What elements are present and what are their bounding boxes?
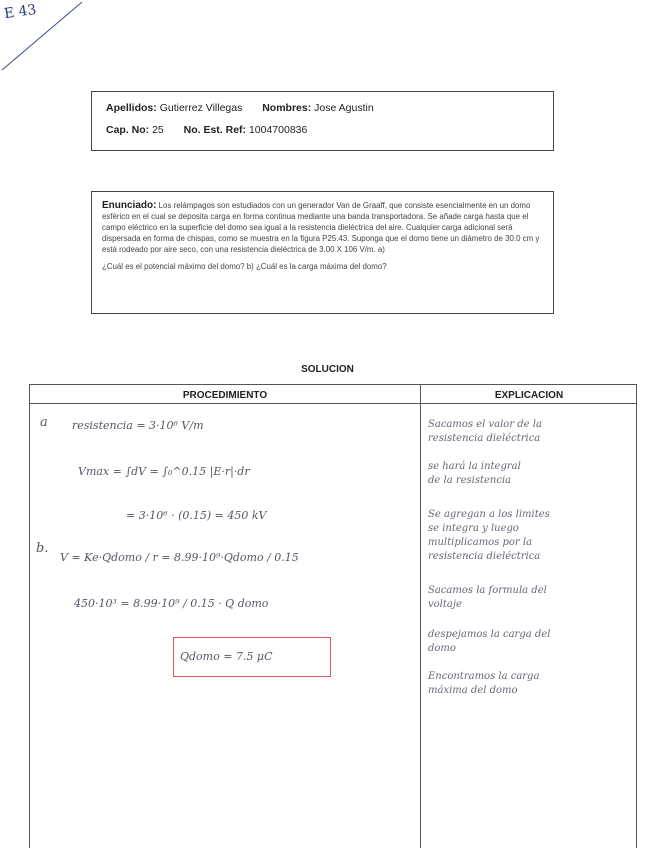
part-b-label: b.	[36, 541, 49, 556]
nombres-value: Jose Agustin	[314, 102, 374, 114]
procedure-line: V = Ke·Qdomo / r = 8.99·10⁹·Qdomo / 0.15	[60, 551, 299, 564]
apellidos-label: Apellidos:	[106, 102, 157, 114]
cap-value: 25	[152, 124, 164, 136]
explanation-line: resistencia dieléctrica	[428, 551, 541, 562]
explanation-line: despejamos la carga del	[428, 629, 551, 640]
est-label: No. Est. Ref:	[183, 124, 247, 136]
solution-table	[29, 384, 637, 848]
student-info-box	[91, 91, 554, 151]
ref-row	[106, 124, 539, 136]
name-row	[106, 102, 539, 114]
procedure-line: = 3·10⁶ · (0.15) = 450 kV	[126, 509, 267, 522]
explicacion-header: EXPLICACION	[494, 390, 564, 401]
explanation-line: domo	[428, 643, 456, 654]
part-a-label: a	[40, 415, 48, 430]
explanation-line: se integra y luego	[428, 523, 519, 534]
solucion-title: SOLUCION	[301, 364, 354, 375]
nombres-label: Nombres:	[262, 102, 312, 114]
explanation-line: máxima del domo	[428, 685, 518, 696]
apellidos-value: Gutierrez Villegas	[159, 102, 243, 114]
header-divider	[30, 403, 636, 404]
explanation-line: Sacamos el valor de la	[428, 419, 542, 430]
column-divider	[420, 385, 421, 848]
explanation-line: multiplicamos por la	[428, 537, 533, 548]
explanation-line: Encontramos la carga	[428, 671, 540, 682]
explanation-line: Sacamos la formula del	[428, 585, 547, 596]
corner-label: E 43	[3, 1, 38, 23]
explanation-line: de la resistencia	[428, 475, 512, 486]
est-value: 1004700836	[248, 124, 308, 136]
procedimiento-header: PROCEDIMIENTO	[182, 390, 268, 401]
procedure-line: 450·10³ = 8.99·10⁹ / 0.15 · Q domo	[74, 597, 269, 610]
enunciado-label: Enunciado:	[102, 200, 157, 211]
explanation-line: se hará la integral	[428, 461, 521, 472]
explanation-line: Se agregan a los limites	[428, 509, 550, 520]
enunciado-text: Los relámpagos son estudiados con un generador Van de Graaff, que consiste esencialmente en un domo esférico en el cual se deposita carga en forma continua mediante una banda transportadora. Se añade carga hasta que el campo eléctrico en la superficie del domo sea igual a la resistencia dieléctrica del aire. Cualquier carga adicional será dispersada en forma de chispas, como se muestra en la figura P25.43. Suponga que el domo tiene un diámetro de 30.0 cm y está rodeado por aire seco, con una resistencia dieléctrica de 3.00 X 106 V/m. a)	[102, 201, 540, 254]
problem-paragraph	[102, 200, 543, 255]
procedure-line: resistencia = 3·10⁶ V/m	[72, 419, 204, 432]
explanation-line: resistencia dieléctrica	[428, 433, 541, 444]
final-answer: Qdomo = 7.5 μC	[180, 650, 273, 663]
problem-question: ¿Cuál es el potencial máximo del domo? b) ¿Cuál es la carga máxima del domo?	[102, 262, 387, 271]
cap-label: Cap. No:	[106, 124, 150, 136]
explanation-line: voltaje	[428, 599, 462, 610]
procedure-line: Vmax = ∫dV = ∫₀^0.15 |E·r|·dr	[78, 465, 250, 478]
problem-statement-box	[91, 191, 554, 314]
